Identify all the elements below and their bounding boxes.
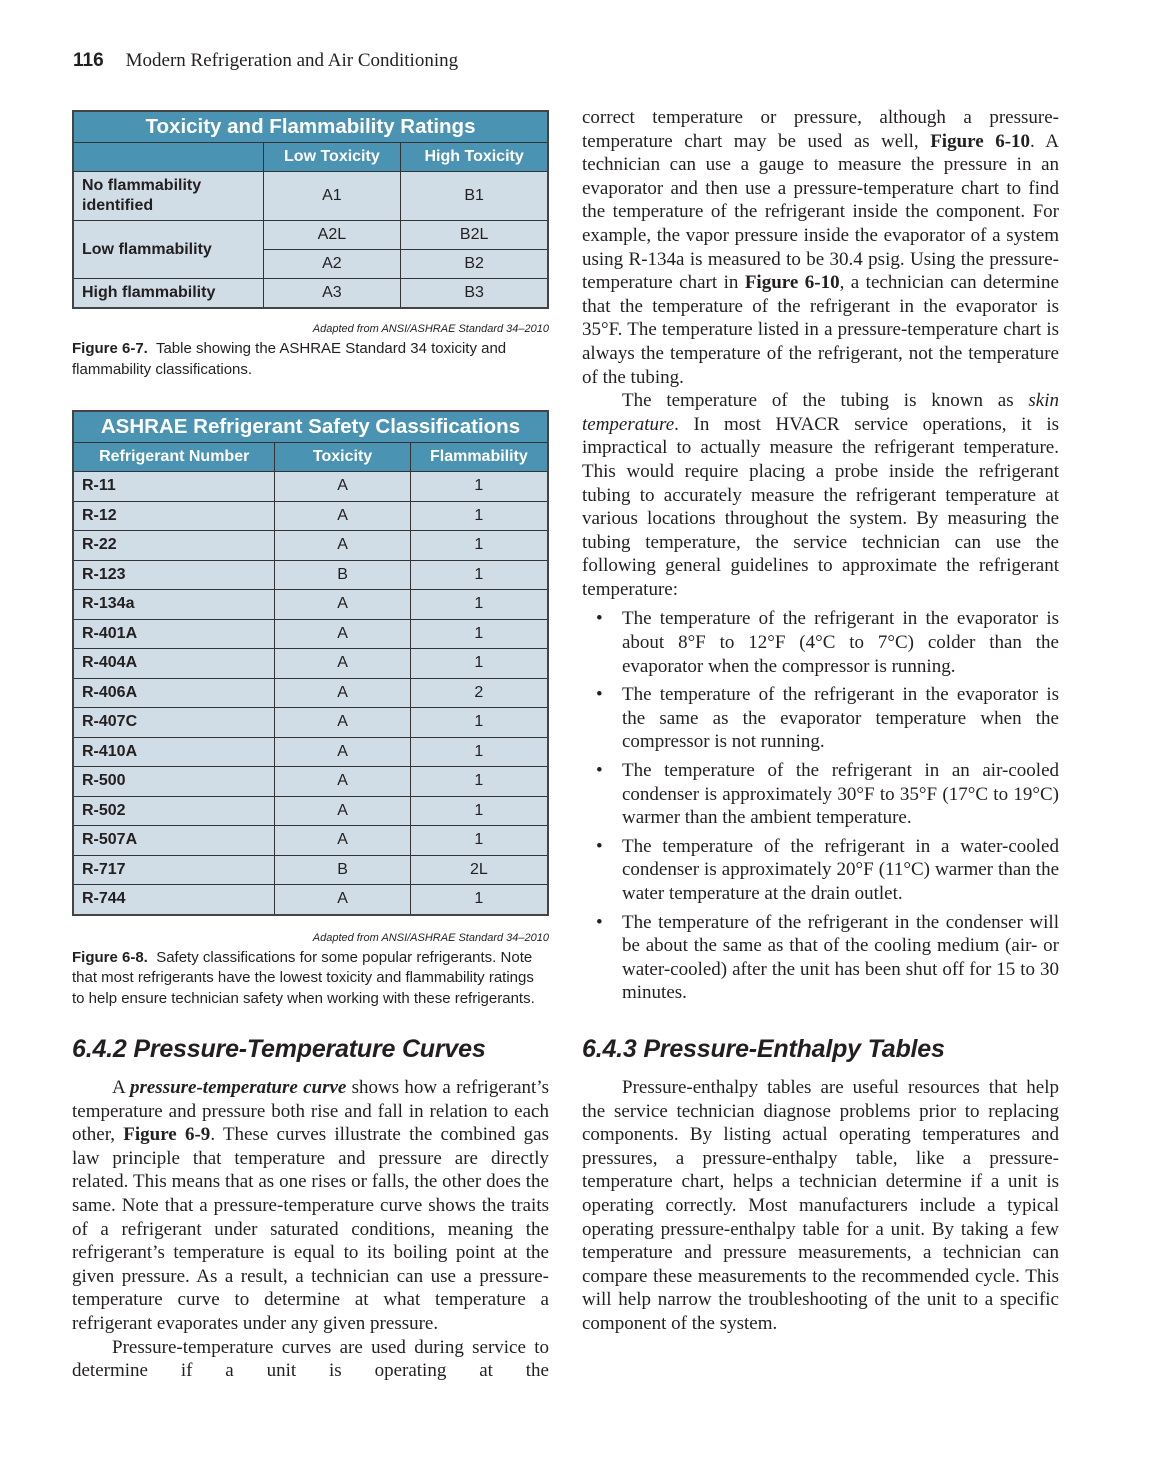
cell-toxicity: B [275, 560, 410, 590]
cell-refrigerant-number: R-22 [73, 531, 275, 561]
cell-low: A2 [263, 250, 401, 279]
list-item-text: The temperature of the refrigerant in a water-cooled condenser is approximately 20°F (11°C) warmer than the water temperature at the drain outlet. [622, 835, 1059, 904]
table-row [73, 796, 548, 826]
text-run: A [112, 1077, 130, 1098]
right-column [582, 106, 1059, 1336]
cell-toxicity: A [275, 501, 410, 531]
table-row [73, 172, 548, 221]
cell-toxicity: A [275, 737, 410, 767]
cell-toxicity: A [275, 885, 410, 915]
table-row [73, 560, 548, 590]
column-header-toxicity: Toxicity [275, 443, 410, 472]
cell-flammability: 1 [410, 472, 548, 502]
body-paragraph: Pressure-temperature curves are used during service to determine if a unit is operating at the [72, 1336, 549, 1382]
cell-flammability: 1 [410, 796, 548, 826]
row-label: Low flammability [73, 221, 263, 279]
cell-high: B1 [401, 172, 548, 221]
figure-caption [72, 339, 549, 380]
key-term: skin temperature [582, 390, 1059, 435]
text-run: shows how a refrigerant’s temperature and pressure both rise and fall in relation to each other, [72, 1077, 549, 1146]
body-paragraph: Pressure-enthalpy tables are useful resources that help the service technician diagnose problems prior to replacing components. By listing actual operating temperatures and pressures, a pressure-enthalpy table, like a pressure-temperature chart, helps a technician determine if a unit is operating correctly. Most manufacturers include a typical operating pressure-enthalpy table for a unit. By taking a few temperature and pressure measurements, a technician can compare these measurements to the recommended cycle. This will help narrow the troubleshooting of the unit to a specific component of the system. [582, 1076, 1059, 1334]
text-run: . In most HVACR service operations, it is impractical to actually measure the refrigerant temperature. This would require placing a probe inside the refrigerant tubing to accurately measure the refrigerant temperature at various locations throughout the system. By measuring the tubing temperature, the service technician can use the following general guidelines to approximate the refrigerant temperature: [582, 413, 1059, 600]
table-row [73, 855, 548, 885]
cell-flammability: 1 [410, 619, 548, 649]
table-row [73, 737, 548, 767]
list-item-text: The temperature of the refrigerant in the evaporator is about 8°F to 12°F (4°C to 7°C) colder than the evaporator when the compressor is running. [622, 608, 1059, 677]
cell-refrigerant-number: R-406A [73, 678, 275, 708]
cell-refrigerant-number: R-401A [73, 619, 275, 649]
cell-toxicity: A [275, 708, 410, 738]
table-title: Toxicity and Flammability Ratings [73, 111, 548, 143]
section-heading: 6.4.2 Pressure-Temperature Curves [72, 1035, 486, 1063]
cell-refrigerant-number: R-11 [73, 472, 275, 502]
table-row [73, 619, 548, 649]
text-run: . These curves illustrate the combined gas law principle that temperature and pressure are directly related. This means that as one rises or falls, the other does the same. Note that a pressure-temperature curve shows the traits of a refrigerant under saturated conditions, meaning the refrigerant’s temperature is equal to its boiling point at the given pressure. As a result, a technician can use a pressure-temperature curve to determine at what temperature a refrigerant evaporates under any given pressure. [72, 1124, 549, 1334]
text-run: The temperature of the tubing is known as [622, 390, 1029, 412]
caption-label: Figure 6-7. [72, 340, 148, 357]
table-row [73, 885, 548, 915]
table-row [73, 590, 548, 620]
list-item-text: The temperature of the refrigerant in the condenser will be about the same as that of the cooling medium (air- or water-cooled) after the unit has been shut off for 15 to 30 minutes. [622, 911, 1059, 1004]
cell-refrigerant-number: R-134a [73, 590, 275, 620]
key-term: pressure-temperature curve [129, 1077, 347, 1098]
guideline-list [582, 607, 1059, 1005]
bullet-icon: • [596, 608, 603, 630]
row-label: High flammability [73, 279, 263, 309]
body-paragraph [582, 389, 1059, 601]
list-item [582, 607, 1059, 678]
text-run: , a technician can determine that the temperature of the refrigerant in the evaporator is 35°F. The temperature listed in a pressure-temperature chart is always the temperature of the refrigerant, not the temperature of the tubing. [582, 272, 1059, 388]
page-number: 116 [73, 50, 104, 71]
cell-toxicity: A [275, 826, 410, 856]
figure-credit: Adapted from ANSI/ASHRAE Standard 34–2010 [312, 323, 549, 335]
column-header-blank [73, 143, 263, 172]
cell-toxicity: A [275, 649, 410, 679]
cell-toxicity: A [275, 619, 410, 649]
bullet-icon: • [596, 835, 603, 857]
list-item [582, 835, 1059, 906]
toxicity-flammability-table [72, 110, 549, 309]
bullet-icon: • [596, 760, 603, 782]
table-row [73, 501, 548, 531]
figure-reference: Figure 6-9 [123, 1124, 211, 1146]
cell-flammability: 1 [410, 531, 548, 561]
text-run: correct temperature or pressure, although a pressure-temperature chart may be used as well, [582, 107, 1059, 152]
cell-refrigerant-number: R-717 [73, 855, 275, 885]
caption-text: Safety classifications for some popular refrigerants. Note that most refrigerants have the lowest toxicity and flammability ratings to help ensure technician safety when working with these refrigerants. [72, 948, 535, 1007]
list-item-text: The temperature of the refrigerant in the evaporator is the same as the evaporator temperature when the compressor is not running. [622, 684, 1059, 753]
list-item-text: The temperature of the refrigerant in an air-cooled condenser is approximately 30°F to 35°F (17°C to 19°C) warmer than the ambient temperature. [622, 760, 1059, 829]
cell-flammability: 1 [410, 649, 548, 679]
running-head [73, 50, 458, 72]
cell-refrigerant-number: R-507A [73, 826, 275, 856]
table-row [73, 279, 548, 309]
section-heading: 6.4.3 Pressure-Enthalpy Tables [582, 1034, 945, 1063]
cell-toxicity: A [275, 796, 410, 826]
cell-refrigerant-number: R-744 [73, 885, 275, 915]
cell-flammability: 2 [410, 678, 548, 708]
cell-high: B2 [401, 250, 548, 279]
column-header-high-toxicity: High Toxicity [401, 143, 548, 172]
column-header-flammability: Flammability [410, 443, 548, 472]
table-row [73, 767, 548, 797]
cell-flammability: 1 [410, 501, 548, 531]
cell-high: B3 [401, 279, 548, 309]
table-row [73, 678, 548, 708]
cell-toxicity: A [275, 472, 410, 502]
cell-flammability: 1 [410, 767, 548, 797]
cell-toxicity: A [275, 767, 410, 797]
column-header-low-toxicity: Low Toxicity [263, 143, 401, 172]
cell-refrigerant-number: R-12 [73, 501, 275, 531]
row-label: No flammability identified [73, 172, 263, 221]
table-row [73, 649, 548, 679]
cell-flammability: 1 [410, 560, 548, 590]
cell-flammability: 1 [410, 590, 548, 620]
cell-low: A3 [263, 279, 401, 309]
figure-reference: Figure 6-10 [744, 272, 840, 294]
table-row [73, 221, 548, 250]
list-item [582, 759, 1059, 830]
cell-toxicity: A [275, 590, 410, 620]
body-paragraph [72, 1076, 549, 1336]
text-run: . A technician can use a gauge to measure the pressure in an evaporator and then use a pressure-temperature chart to find the temperature of the refrigerant inside the component. For example, the vapor pressure inside the evaporator of a system using R-134a is measured to be 30.4 psig. Using the pressure-temperature chart in [582, 130, 1059, 294]
cell-refrigerant-number: R-410A [73, 737, 275, 767]
list-item [582, 683, 1059, 754]
cell-refrigerant-number: R-407C [73, 708, 275, 738]
left-column [72, 110, 549, 1383]
caption-label: Figure 6-8. [72, 948, 148, 966]
cell-toxicity: A [275, 531, 410, 561]
figure-credit: Adapted from ANSI/ASHRAE Standard 34–2010 [312, 931, 549, 944]
cell-refrigerant-number: R-502 [73, 796, 275, 826]
cell-low: A1 [263, 172, 401, 221]
cell-refrigerant-number: R-404A [73, 649, 275, 679]
refrigerant-safety-table [72, 410, 549, 916]
figure-caption [72, 948, 549, 1010]
cell-flammability: 2L [410, 855, 548, 885]
cell-flammability: 1 [410, 737, 548, 767]
cell-refrigerant-number: R-123 [73, 560, 275, 590]
body-paragraph [582, 106, 1059, 389]
cell-toxicity: B [275, 855, 410, 885]
cell-low: A2L [263, 221, 401, 250]
cell-flammability: 1 [410, 708, 548, 738]
caption-text: Table showing the ASHRAE Standard 34 toxicity and flammability classifications. [72, 340, 507, 378]
cell-refrigerant-number: R-500 [73, 767, 275, 797]
list-item [582, 911, 1059, 1005]
cell-toxicity: A [275, 678, 410, 708]
table-row [73, 826, 548, 856]
cell-high: B2L [401, 221, 548, 250]
table-title: ASHRAE Refrigerant Safety Classifications [73, 411, 548, 443]
column-header-refrigerant: Refrigerant Number [73, 443, 275, 472]
table-body [73, 472, 548, 915]
bullet-icon: • [596, 684, 603, 706]
bullet-icon: • [596, 911, 603, 933]
table-row [73, 708, 548, 738]
cell-flammability: 1 [410, 826, 548, 856]
figure-reference: Figure 6-10 [930, 130, 1031, 152]
book-title: Modern Refrigeration and Air Conditioning [125, 50, 459, 71]
table-row [73, 531, 548, 561]
cell-flammability: 1 [410, 885, 548, 915]
table-row [73, 472, 548, 502]
